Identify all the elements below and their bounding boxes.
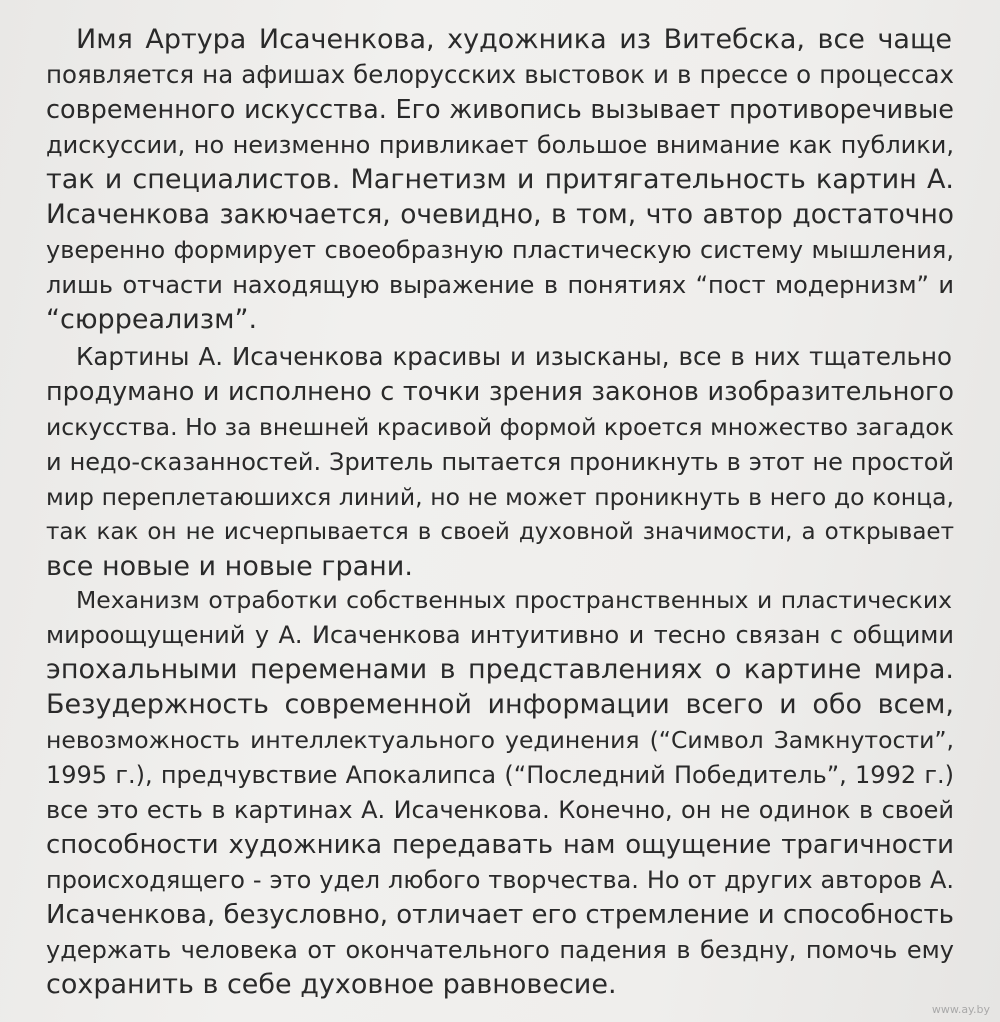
paragraph-2-line-1: Картины А. Исаченкова красивы и изысканы, все в них тщательно xyxy=(76,342,952,371)
paragraph-3-line-3: эпохальными переменами в представлениях о картине мира. xyxy=(46,654,954,685)
paragraph-1-line-6: Исаченкова закючается, очевидно, в том, что автор достаточно xyxy=(46,199,954,230)
paragraph-2-line-3: искусства. Но за внешней красивой формой кроется множество загадок xyxy=(46,413,954,441)
paragraph-3-line-10: Исаченкова, безусловно, отличает его стремление и способность xyxy=(46,900,954,930)
paragraph-1-line-7: уверенно формирует своеобразную пластическую систему мышления, xyxy=(46,236,954,264)
paragraph-1-line-5: так и специалистов. Магнетизм и притягательность картин А. xyxy=(46,164,954,195)
paragraph-2-line-4: и недо-сказанностей. Зритель пытается проникнуть в этот не простой xyxy=(46,448,954,476)
watermark: www.ay.by xyxy=(931,1003,990,1016)
paragraph-1-line-8: лишь отчасти находящую выражение в понятиях “пост модернизм” и xyxy=(46,271,954,299)
paragraph-3-line-8: способности художника передавать нам ощущение трагичности xyxy=(46,830,954,860)
paragraph-3-line-11: удержать человека от окончательного падения в бездну, помочь ему xyxy=(46,936,954,964)
paragraph-1-line-4: дискуссии, но неизменно привликает большое внимание как публики, xyxy=(46,131,954,159)
paragraph-3-line-9: происходящего - это удел любого творчества. Но от других авторов А. xyxy=(46,866,954,894)
paragraph-1-line-1: Имя Артура Исаченкова, художника из Витебска, все чаще xyxy=(76,24,952,55)
paragraph-3-line-7: все это есть в картинах А. Исаченкова. Конечно, он не одинок в своей xyxy=(46,796,954,824)
paragraph-3-line-4: Безудержность современной информации всего и обо всем, xyxy=(46,689,954,720)
paragraph-3-line-6: 1995 г.), предчувствие Апокалипса (“Последний Победитель”, 1992 г.) xyxy=(46,761,954,789)
paragraph-3-line-5: невозможность интеллектуального уединения (“Символ Замкнутости”, xyxy=(46,726,954,754)
paragraph-2-line-7: все новые и новые грани. xyxy=(46,551,413,582)
paragraph-1-line-2: появляется на афишах белорусских выстовок и в прессе о процессах xyxy=(46,60,954,89)
paragraph-3-line-1: Механизм отработки собственных пространственных и пластических xyxy=(76,586,952,614)
paragraph-3-line-2: мироощущений у А. Исаченкова интуитивно и тесно связан с общими xyxy=(46,621,954,649)
paragraph-2-line-5: мир переплетаюшихся линий, но не может проникнуть в него до конца, xyxy=(46,483,954,511)
paragraph-1-line-3: современного искусства. Его живопись вызывает противоречивые xyxy=(46,95,954,125)
paragraph-1-line-9: “сюрреализм”. xyxy=(46,304,258,335)
paragraph-2-line-6: так как он не исчерпывается в своей духовной значимости, а открывает xyxy=(46,519,954,545)
paragraph-3-line-12: сохранить в себе духовное равновесие. xyxy=(46,969,617,1000)
paragraph-2-line-2: продумано и исполнено с точки зрения законов изобразительного xyxy=(46,377,954,407)
